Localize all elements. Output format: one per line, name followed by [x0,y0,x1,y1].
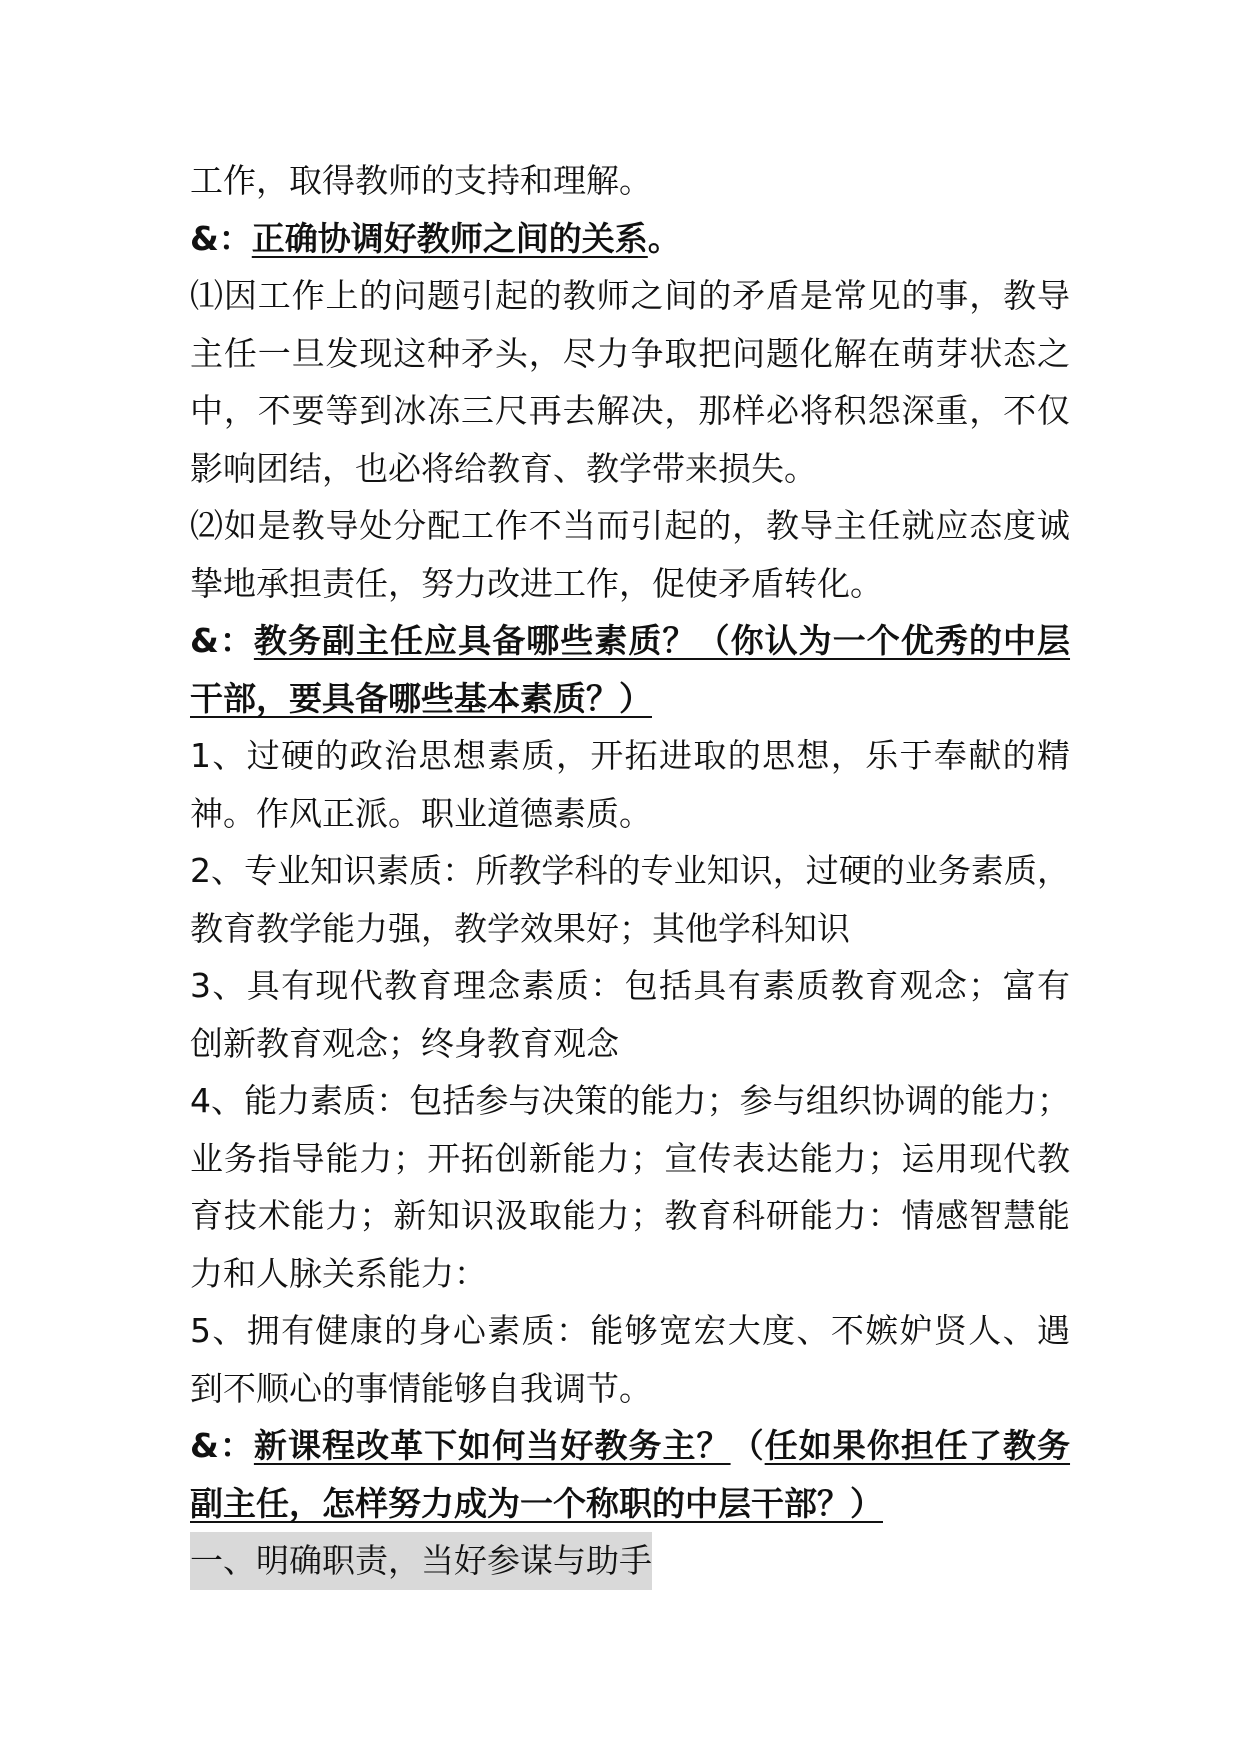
text-segment: 工作，取得教师的支持和理解。 [190,161,652,200]
paragraph-line [190,555,1070,613]
paragraph-line [190,152,1070,210]
list-item-line [190,1360,1070,1418]
list-item-line [190,1245,1070,1303]
heading-text: 任如果你担任了教务 [764,1426,1071,1465]
text-segment: 力和人脉关系能力： [190,1253,487,1293]
paragraph-line [190,440,1070,498]
heading-punctuation: 。 [647,218,681,258]
heading-text: 正确协调好教师之间的关系 [251,218,648,258]
text-segment: 到不顺心的事情能够自我调节。 [190,1368,652,1408]
text-segment: 创新教育观念；终身教育观念 [190,1023,619,1063]
paragraph-line [190,497,1070,555]
heading-text: 副主任，怎样努力成为一个称职的中层干部？） [190,1483,883,1523]
heading-marker: &： [190,621,254,660]
text-segment: 挚地承担责任，努力改进工作，促使矛盾转化。 [190,563,883,603]
list-item-line [190,1015,1070,1073]
text-segment: 神。作风正派。职业道德素质。 [190,793,652,833]
text-segment: 1、过硬的政治思想素质，开拓进取的思想，乐于奉献的精 [190,736,1070,775]
list-item-line [190,1302,1070,1360]
section-heading-line [190,210,1070,268]
list-item-line [190,900,1070,958]
section-heading-line [190,1417,1070,1475]
document-page [190,152,1070,1590]
section-heading-line [190,1475,1070,1533]
text-segment: 育技术能力；新知识汲取能力；教育科研能力：情感智慧能 [190,1196,1070,1235]
heading-text: 教务副主任应具备哪些素质？（你认为一个优秀的中层 [253,621,1071,660]
paragraph-line [190,382,1070,440]
heading-marker: &： [190,218,252,258]
list-item-line [190,1072,1070,1130]
list-item-line [190,785,1070,843]
heading-punctuation: （ [730,1426,765,1465]
text-segment: 主任一旦发现这种矛头，尽力争取把问题化解在萌芽状态之 [190,333,1070,373]
heading-marker: &： [190,1426,254,1465]
text-segment: 4、能力素质：包括参与决策的能力；参与组织协调的能力； [190,1081,1070,1120]
shaded-subheading: 一、明确职责，当好参谋与助手 [190,1532,652,1590]
text-segment: 影响团结，也必将给教育、教学带来损失。 [190,448,817,488]
text-segment: 2、专业知识素质：所教学科的专业知识，过硬的业务素质， [190,851,1070,890]
subheading-line [190,1532,1070,1590]
paragraph-line [190,267,1070,325]
text-segment: 5、拥有健康的身心素质：能够宽宏大度、不嫉妒贤人、遇 [190,1311,1070,1350]
section-heading-line [190,612,1070,670]
heading-text: 新课程改革下如何当好教务主？ [253,1426,731,1465]
list-item-line [190,1130,1070,1188]
text-segment: ⑴因工作上的问题引起的教师之间的矛盾是常见的事，教导 [190,276,1070,315]
list-item-line [190,842,1070,900]
list-item-line [190,957,1070,1015]
section-heading-line [190,670,1070,728]
text-segment: 教育教学能力强，教学效果好；其他学科知识 [190,908,850,948]
text-segment: 业务指导能力；开拓创新能力；宣传表达能力；运用现代教 [190,1138,1070,1178]
text-segment: 中，不要等到冰冻三尺再去解决，那样必将积怨深重，不仅 [190,391,1070,430]
list-item-line [190,727,1070,785]
text-segment: 3、具有现代教育理念素质：包括具有素质教育观念；富有 [190,966,1070,1005]
list-item-line [190,1187,1070,1245]
heading-text: 干部，要具备哪些基本素质？） [190,678,652,718]
text-segment: ⑵如是教导处分配工作不当而引起的，教导主任就应态度诚 [190,506,1070,545]
paragraph-line [190,325,1070,383]
